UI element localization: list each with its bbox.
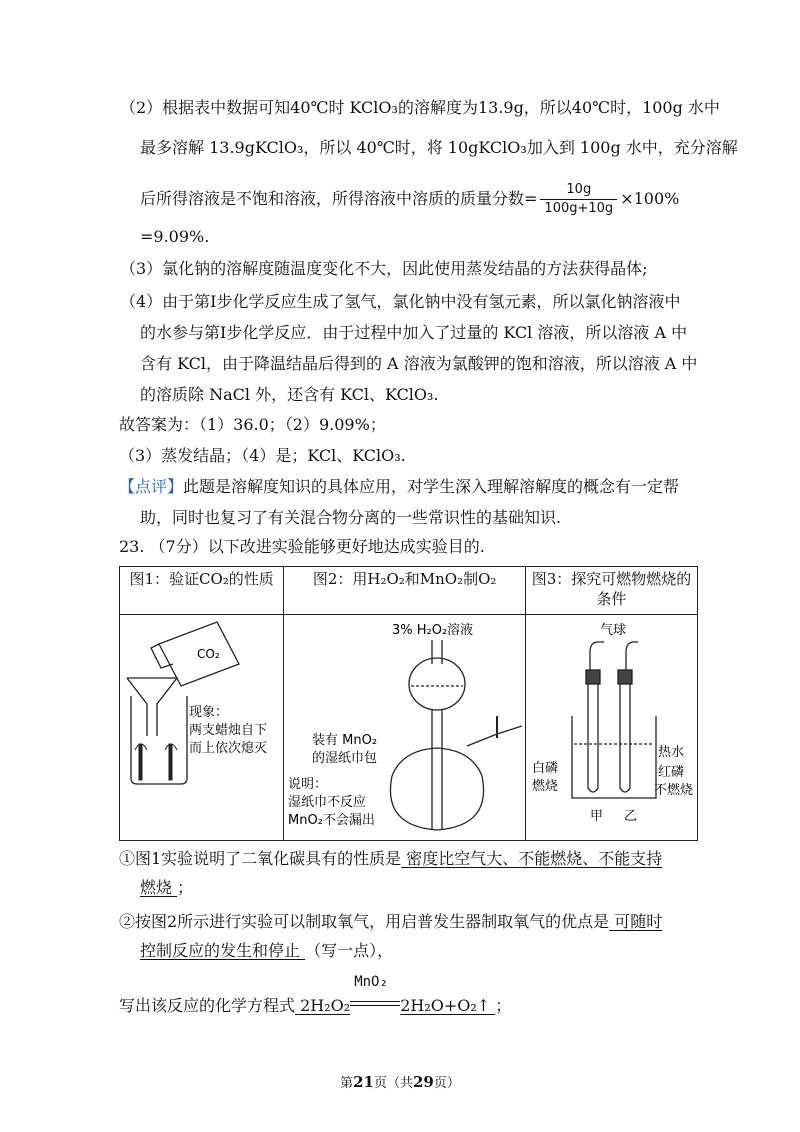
equation-equals-bar [350, 1001, 400, 1002]
sub2-end: （写一点）， [305, 941, 394, 960]
para3: （3）氯化钠的溶解度随温度变化不大，因此使用蒸发结晶的方法获得晶体; [120, 259, 648, 278]
para2-line3-text: 后所得溶液是不饱和溶液，所得溶液中溶质的质量分数= [140, 189, 538, 208]
sub3-line [119, 974, 512, 1017]
candles [135, 744, 177, 780]
fig2-top-label: 3% H₂O₂溶液 [392, 623, 474, 638]
sub1-question: ①图1实验说明了二氧化碳具有的性质是 [119, 849, 402, 868]
sub1-answer-b: 燃烧 [140, 878, 178, 897]
sub3-question: 写出该反应的化学方程式 [119, 996, 296, 1015]
para2-line3-post: ×100% [620, 189, 680, 208]
equation-lhs: 2H₂O₂ [295, 996, 351, 1015]
para2-line2: 最多溶解 13.9gKClO₃，所以 40℃时，将 10gKClO₃加入到 100g 水中，充分溶解 [140, 138, 738, 157]
fig1-note-line2: 两支蜡烛自下 [189, 723, 268, 738]
fig2-side-label-1: 装有 MnO₂ [312, 733, 378, 748]
footer-pre: 第 [340, 1076, 354, 1091]
page-footer [0, 1072, 800, 1091]
footer-page-number: 21 [353, 1073, 374, 1091]
fig2-note-title: 说明： [288, 777, 328, 792]
kipp-generator [390, 640, 522, 830]
fig1-note-line3: 而上依次熄灭 [189, 741, 268, 756]
header-fig1: 图1：验证CO₂的性质 [120, 567, 284, 615]
sub3-end: ； [495, 996, 512, 1015]
sub1-line1 [119, 848, 662, 870]
footer-post: 页） [433, 1076, 460, 1091]
para2-line1: （2）根据表中数据可知40℃时 KClO₃的溶解度为13.9g，所以40℃时，100g 水中 [120, 98, 720, 117]
equation-catalyst-arrow [350, 974, 400, 1011]
fig2-note-line3: MnO₂不会漏出 [288, 813, 375, 828]
fig2-side-label-2: 的湿纸巾包 [312, 751, 378, 766]
fig3-tube-jia: 甲 [590, 809, 604, 824]
para4-line2: 的水参与第Ⅰ步化学反应．由于过程中加入了过量的 KCl 溶液，所以溶液 A 中 [140, 323, 688, 342]
sub1-line2 [140, 877, 193, 899]
fraction-numerator: 10g [540, 182, 617, 200]
para4-line1: （4）由于第Ⅰ步化学反应生成了氢气，氯化钠中没有氢元素，所以氯化钠溶液中 [120, 292, 681, 311]
comment-line1 [119, 476, 679, 498]
fig3-white-phosphorus: 白磷 [532, 761, 559, 776]
footer-mid: 页（共 [373, 1076, 413, 1091]
fig3-red-phosphorus: 红磷 [658, 765, 685, 780]
para2-line3 [140, 182, 679, 217]
equation-rhs: 2H₂O+O₂↑ [400, 996, 496, 1015]
header-fig3: 图3：探究可燃物燃烧的条件 [526, 567, 698, 615]
para2-line4: =9.09%. [140, 227, 210, 246]
balloon-tubes [590, 642, 638, 670]
fig3-white-burn: 燃烧 [532, 779, 559, 794]
mass-fraction [540, 182, 617, 217]
answer-line2: （3）蒸发结晶；（4）是；KCl、KClO₃. [119, 446, 406, 465]
co2-bottle [151, 622, 239, 686]
comment-line2: 助，同时也复习了有关混合物分离的一些常识性的基础知识. [140, 508, 562, 527]
sub1-answer-a: 密度比空气大、不能燃烧、不能支持 [401, 849, 663, 868]
fig3-balloon-label: 气球 [600, 623, 627, 638]
fig2-note-line2: 湿纸巾不反应 [288, 795, 367, 810]
para4-line3: 含有 KCl，由于降温结晶后得到的 A 溶液为氯酸钾的饱和溶液，所以溶液 A 中 [140, 354, 698, 373]
sub2-question: ②按图2所示进行实验可以制取氧气，用启普发生器制取氧气的优点是 [119, 912, 610, 931]
sub2-answer-b: 控制反应的发生和停止 [140, 941, 306, 960]
funnel [127, 678, 177, 736]
fig3-hot-water: 热水 [658, 745, 685, 760]
figure-2-kipp [282, 616, 526, 838]
question-23-title: 23. （7分）以下改进实验能够更好地达成实验目的. [119, 537, 485, 556]
sub2-answer-a: 可随时 [609, 912, 663, 931]
equation-catalyst: MnO₂ [354, 974, 388, 990]
sub2-line1 [119, 911, 662, 933]
fig3-tube-yi: 乙 [624, 809, 638, 824]
fig1-note-title: 现象： [189, 705, 229, 720]
fraction-denominator: 100g+10g [544, 201, 614, 216]
equation-equals-bar-2 [350, 1005, 400, 1006]
answer-line1: 故答案为：（1）36.0；（2）9.09%； [119, 415, 386, 434]
sub2-line2 [140, 940, 393, 962]
fig3-red-not-burn: 不燃烧 [654, 783, 694, 798]
header-fig2: 图2：用H₂O₂和MnO₂制O₂ [284, 567, 526, 615]
comment-text: 此题是溶解度知识的具体应用，对学生深入理解溶解度的概念有一定帮 [183, 477, 680, 496]
sub1-end: ； [177, 878, 194, 897]
figure-1-co2 [121, 616, 281, 838]
footer-total-pages: 29 [413, 1073, 434, 1091]
test-tubes [586, 670, 632, 792]
co2-bottle-label: CO₂ [197, 647, 220, 661]
hot-water-beaker [572, 716, 656, 798]
comment-tag: 【点评】 [119, 477, 184, 496]
figure-3-combustion [528, 616, 698, 838]
para4-line4: 的溶质除 NaCl 外，还含有 KCl、KClO₃. [140, 385, 439, 404]
